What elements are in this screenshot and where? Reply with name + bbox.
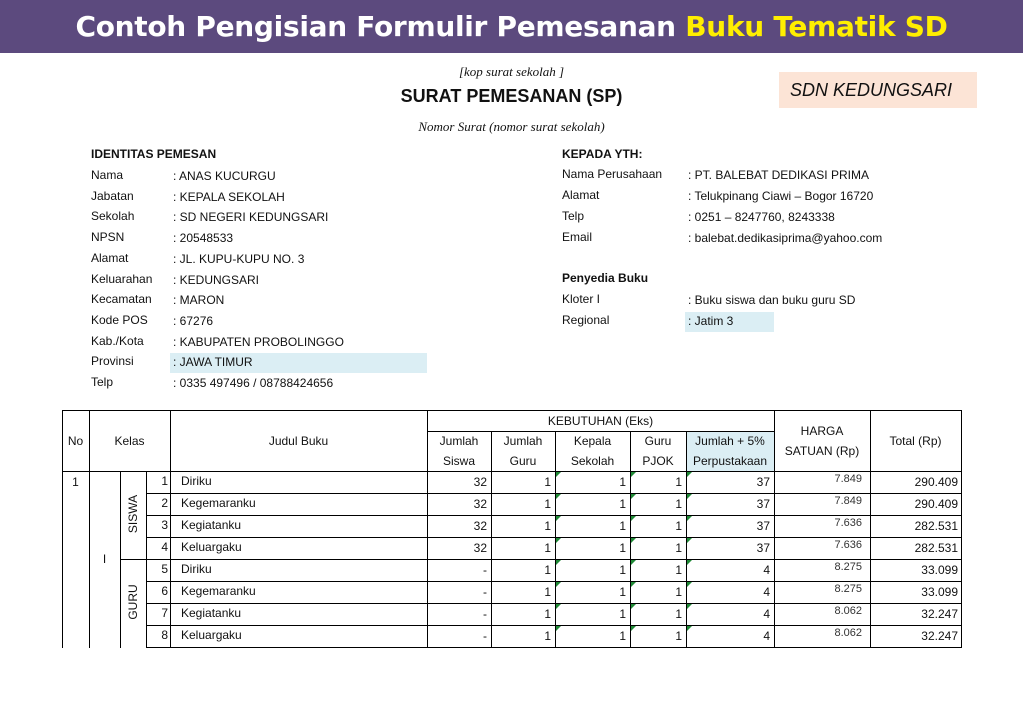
penyedia-value: : Buku siswa dan buku guru SD — [688, 293, 856, 307]
col-line-total — [961, 410, 962, 648]
header-no: No — [67, 433, 84, 448]
school-name-box: SDN KEDUNGSARI — [779, 72, 977, 108]
total-price: 282.531 — [914, 519, 958, 533]
pemesan-label: NPSN — [91, 230, 125, 244]
qty-perpus: 4 — [763, 563, 770, 577]
harga-satuan: 8.062 — [834, 627, 862, 639]
pemesan-label: Alamat — [91, 251, 129, 265]
book-title: Diriku — [181, 474, 212, 488]
kelas-cell: I — [102, 552, 107, 566]
qty-perpus: 4 — [763, 607, 770, 621]
col-line-perpus — [774, 410, 775, 648]
row-number: 3 — [161, 518, 168, 532]
harga-satuan: 7.849 — [834, 473, 862, 485]
header-guru-pjok — [630, 431, 686, 471]
book-title: Kegemaranku — [181, 496, 256, 510]
header-jumlah-siswa-line2: Siswa — [442, 454, 475, 468]
harga-satuan: 7.849 — [834, 495, 862, 507]
penyedia-label: Regional — [562, 313, 610, 327]
qty-kepala: 1 — [619, 541, 626, 555]
header-kepala-sekolah — [555, 431, 630, 471]
group-siswa-label: SISWA — [126, 494, 140, 534]
row-number: 2 — [161, 496, 168, 510]
harga-satuan: 8.062 — [834, 605, 862, 617]
penyedia-heading-text: Penyedia Buku — [562, 271, 649, 285]
title-main: Contoh Pengisian Formulir Pemesanan — [75, 10, 676, 43]
qty-guru: 1 — [544, 607, 551, 621]
pemesan-value: : ANAS KUCURGU — [173, 169, 276, 183]
cell-flag — [556, 626, 561, 631]
col-line-kelas — [170, 410, 171, 648]
header-kebutuhan: KEBUTUHAN (Eks) — [547, 413, 654, 428]
book-title: Diriku — [181, 562, 212, 576]
total-price: 33.099 — [921, 563, 958, 577]
qty-perpus: 37 — [756, 541, 770, 555]
cell-flag — [556, 538, 561, 543]
qty-pjok: 1 — [675, 607, 682, 621]
harga-satuan: 8.275 — [834, 561, 862, 573]
pemesan-label: Nama — [91, 168, 124, 182]
col-line-harga — [870, 410, 871, 648]
book-title: Kegiatanku — [181, 606, 242, 620]
title-banner — [0, 0, 1023, 53]
total-price: 32.247 — [921, 629, 958, 643]
cell-flag — [631, 538, 636, 543]
cell-flag — [556, 582, 561, 587]
qty-siswa: 32 — [473, 541, 487, 555]
pemesan-value: : SD NEGERI KEDUNGSARI — [173, 210, 329, 224]
row-number: 1 — [161, 474, 168, 488]
header-kepala-line2: Sekolah — [570, 454, 615, 468]
header-judul: Judul Buku — [268, 433, 329, 448]
cell-flag — [631, 582, 636, 587]
cell-flag — [687, 626, 692, 631]
harga-satuan: 8.275 — [834, 583, 862, 595]
header-perpus-line2: Perpustakaan — [692, 454, 768, 468]
table-top-border — [62, 410, 962, 411]
header-kepala-line1: Kepala — [573, 434, 612, 448]
col-line-kelas-a — [120, 471, 121, 648]
cell-flag — [687, 494, 692, 499]
row-number: 8 — [161, 628, 168, 642]
total-price: 290.409 — [914, 475, 958, 489]
qty-siswa: 32 — [473, 497, 487, 511]
col-line-judul — [427, 410, 428, 648]
header-pjok-line1: Guru — [644, 434, 672, 448]
cell-flag — [556, 560, 561, 565]
row-number: 4 — [161, 540, 168, 554]
qty-kepala: 1 — [619, 563, 626, 577]
kepada-heading: KEPADA YTH: — [562, 147, 643, 161]
cell-flag — [556, 494, 561, 499]
qty-siswa: - — [483, 563, 487, 577]
qty-siswa: - — [483, 629, 487, 643]
kepada-value: : Telukpinang Ciawi – Bogor 16720 — [688, 189, 874, 203]
row-number: 7 — [161, 606, 168, 620]
qty-pjok: 1 — [675, 541, 682, 555]
page-title — [0, 0, 1023, 53]
qty-pjok: 1 — [675, 475, 682, 489]
pemesan-label: Keluarahan — [91, 272, 153, 286]
pemesan-value: : MARON — [173, 293, 225, 307]
qty-guru: 1 — [544, 563, 551, 577]
pemesan-heading: IDENTITAS PEMESAN — [91, 147, 217, 161]
qty-perpus: 37 — [756, 519, 770, 533]
kepada-value: : PT. BALEBAT DEDIKASI PRIMA — [688, 168, 869, 182]
cell-flag — [556, 516, 561, 521]
header-jumlah-siswa-line1: Jumlah — [439, 434, 479, 448]
row-line — [146, 581, 962, 582]
total-price: 282.531 — [914, 541, 958, 555]
header-jumlah-siswa — [427, 431, 491, 471]
header-perpus-line1: Jumlah + 5% — [695, 434, 765, 448]
kepada-label: Telp — [562, 209, 585, 223]
book-title: Kegiatanku — [181, 518, 242, 532]
book-title: Keluargaku — [181, 628, 242, 642]
cell-flag — [631, 604, 636, 609]
row-line — [146, 625, 962, 626]
title-highlight: Buku Tematik SD — [685, 10, 948, 43]
cell-flag — [556, 472, 561, 477]
penyedia-row — [562, 313, 782, 333]
header-perpustakaan — [686, 431, 774, 471]
qty-perpus: 4 — [763, 629, 770, 643]
pemesan-label: Kode POS — [91, 313, 148, 327]
harga-satuan: 7.636 — [834, 517, 862, 529]
header-harga-satuan — [774, 410, 870, 471]
qty-siswa: - — [483, 585, 487, 599]
qty-guru: 1 — [544, 541, 551, 555]
pemesan-label: Kecamatan — [91, 292, 152, 306]
identitas-pemesan — [91, 147, 431, 397]
row-number: 5 — [161, 562, 168, 576]
col-line-kepala — [630, 431, 631, 648]
kepada-label: Email — [562, 230, 593, 244]
qty-kepala: 1 — [619, 585, 626, 599]
header-jumlah-guru-line1: Jumlah — [503, 434, 543, 448]
col-line-no — [89, 410, 90, 648]
header-total: Total (Rp) — [889, 433, 942, 448]
header-jumlah-guru-line2: Guru — [509, 454, 537, 468]
order-table — [62, 410, 962, 648]
row-line — [146, 537, 962, 538]
total-price: 290.409 — [914, 497, 958, 511]
book-title: Keluargaku — [181, 540, 242, 554]
qty-guru: 1 — [544, 497, 551, 511]
col-line-kelas-b — [146, 471, 147, 648]
pemesan-label: Provinsi — [91, 354, 134, 368]
kepada-value: : balebat.dedikasiprima@yahoo.com — [688, 231, 883, 245]
qty-guru: 1 — [544, 585, 551, 599]
total-price: 33.099 — [921, 585, 958, 599]
header-bottom-border — [62, 471, 962, 472]
cell-flag — [631, 626, 636, 631]
penyedia-label: Kloter I — [562, 292, 601, 306]
total-price: 32.247 — [921, 607, 958, 621]
pemesan-value: : 0335 497496 / 08788424656 — [173, 376, 334, 390]
qty-perpus: 37 — [756, 475, 770, 489]
qty-pjok: 1 — [675, 563, 682, 577]
pemesan-value: : JAWA TIMUR — [170, 353, 427, 373]
header-kelas: Kelas — [114, 433, 145, 448]
qty-pjok: 1 — [675, 585, 682, 599]
kepada-label: Nama Perusahaan — [562, 167, 663, 181]
book-title: Kegemaranku — [181, 584, 256, 598]
penyedia-value: : Jatim 3 — [685, 312, 774, 332]
kebutuhan-divider — [427, 431, 774, 432]
row-number: 6 — [161, 584, 168, 598]
qty-guru: 1 — [544, 519, 551, 533]
pemesan-label: Jabatan — [91, 189, 134, 203]
cell-flag — [631, 494, 636, 499]
cell-flag — [687, 560, 692, 565]
col-line-pjok — [686, 431, 687, 648]
cell-flag — [631, 516, 636, 521]
qty-guru: 1 — [544, 475, 551, 489]
cell-flag — [687, 538, 692, 543]
col-line-guru — [555, 431, 556, 648]
row-line — [146, 515, 962, 516]
cell-flag — [631, 472, 636, 477]
qty-siswa: 32 — [473, 519, 487, 533]
col-line-siswa — [491, 431, 492, 648]
row-line — [146, 559, 962, 560]
qty-siswa: 32 — [473, 475, 487, 489]
group-guru-label: GURU — [126, 584, 140, 620]
qty-guru: 1 — [544, 629, 551, 643]
col-line-0 — [62, 410, 63, 648]
qty-pjok: 1 — [675, 497, 682, 511]
header-jumlah-guru — [491, 431, 555, 471]
header-pjok-line2: PJOK — [642, 454, 674, 468]
qty-kepala: 1 — [619, 475, 626, 489]
header-harga-line2: SATUAN (Rp) — [784, 443, 860, 458]
pemesan-value: : KEDUNGSARI — [173, 273, 260, 287]
qty-perpus: 37 — [756, 497, 770, 511]
pemesan-label: Sekolah — [91, 209, 135, 223]
cell-flag — [687, 516, 692, 521]
pemesan-value: : KABUPATEN PROBOLINGGO — [173, 335, 344, 349]
pemesan-value: : JL. KUPU-KUPU NO. 3 — [173, 252, 305, 266]
qty-kepala: 1 — [619, 629, 626, 643]
row-line — [146, 493, 962, 494]
nomor-surat: Nomor Surat (nomor surat sekolah) — [418, 119, 605, 134]
letter-title: SURAT PEMESANAN (SP) — [400, 86, 623, 106]
qty-pjok: 1 — [675, 519, 682, 533]
qty-kepala: 1 — [619, 519, 626, 533]
pemesan-value: : 20548533 — [173, 231, 234, 245]
qty-siswa: - — [483, 607, 487, 621]
harga-satuan: 7.636 — [834, 539, 862, 551]
qty-perpus: 4 — [763, 585, 770, 599]
kepada-yth — [562, 147, 962, 337]
pemesan-label: Telp — [91, 375, 114, 389]
qty-pjok: 1 — [675, 629, 682, 643]
row-line — [146, 647, 962, 648]
group-separator — [120, 559, 146, 560]
qty-kepala: 1 — [619, 497, 626, 511]
qty-kepala: 1 — [619, 607, 626, 621]
pemesan-label: Kab./Kota — [91, 334, 144, 348]
kepada-value: : 0251 – 8247760, 8243338 — [688, 210, 835, 224]
kepada-label: Alamat — [562, 188, 600, 202]
cell-flag — [556, 604, 561, 609]
cell-flag — [631, 560, 636, 565]
kop-surat: [kop surat sekolah ] — [458, 64, 565, 79]
row-line — [146, 603, 962, 604]
pemesan-value: : KEPALA SEKOLAH — [173, 190, 285, 204]
cell-flag — [687, 582, 692, 587]
no-cell: 1 — [72, 475, 79, 489]
pemesan-row — [91, 354, 431, 374]
cell-flag — [687, 472, 692, 477]
cell-flag — [687, 604, 692, 609]
header-harga-line1: HARGA — [800, 423, 844, 438]
pemesan-value: : 67276 — [173, 314, 214, 328]
